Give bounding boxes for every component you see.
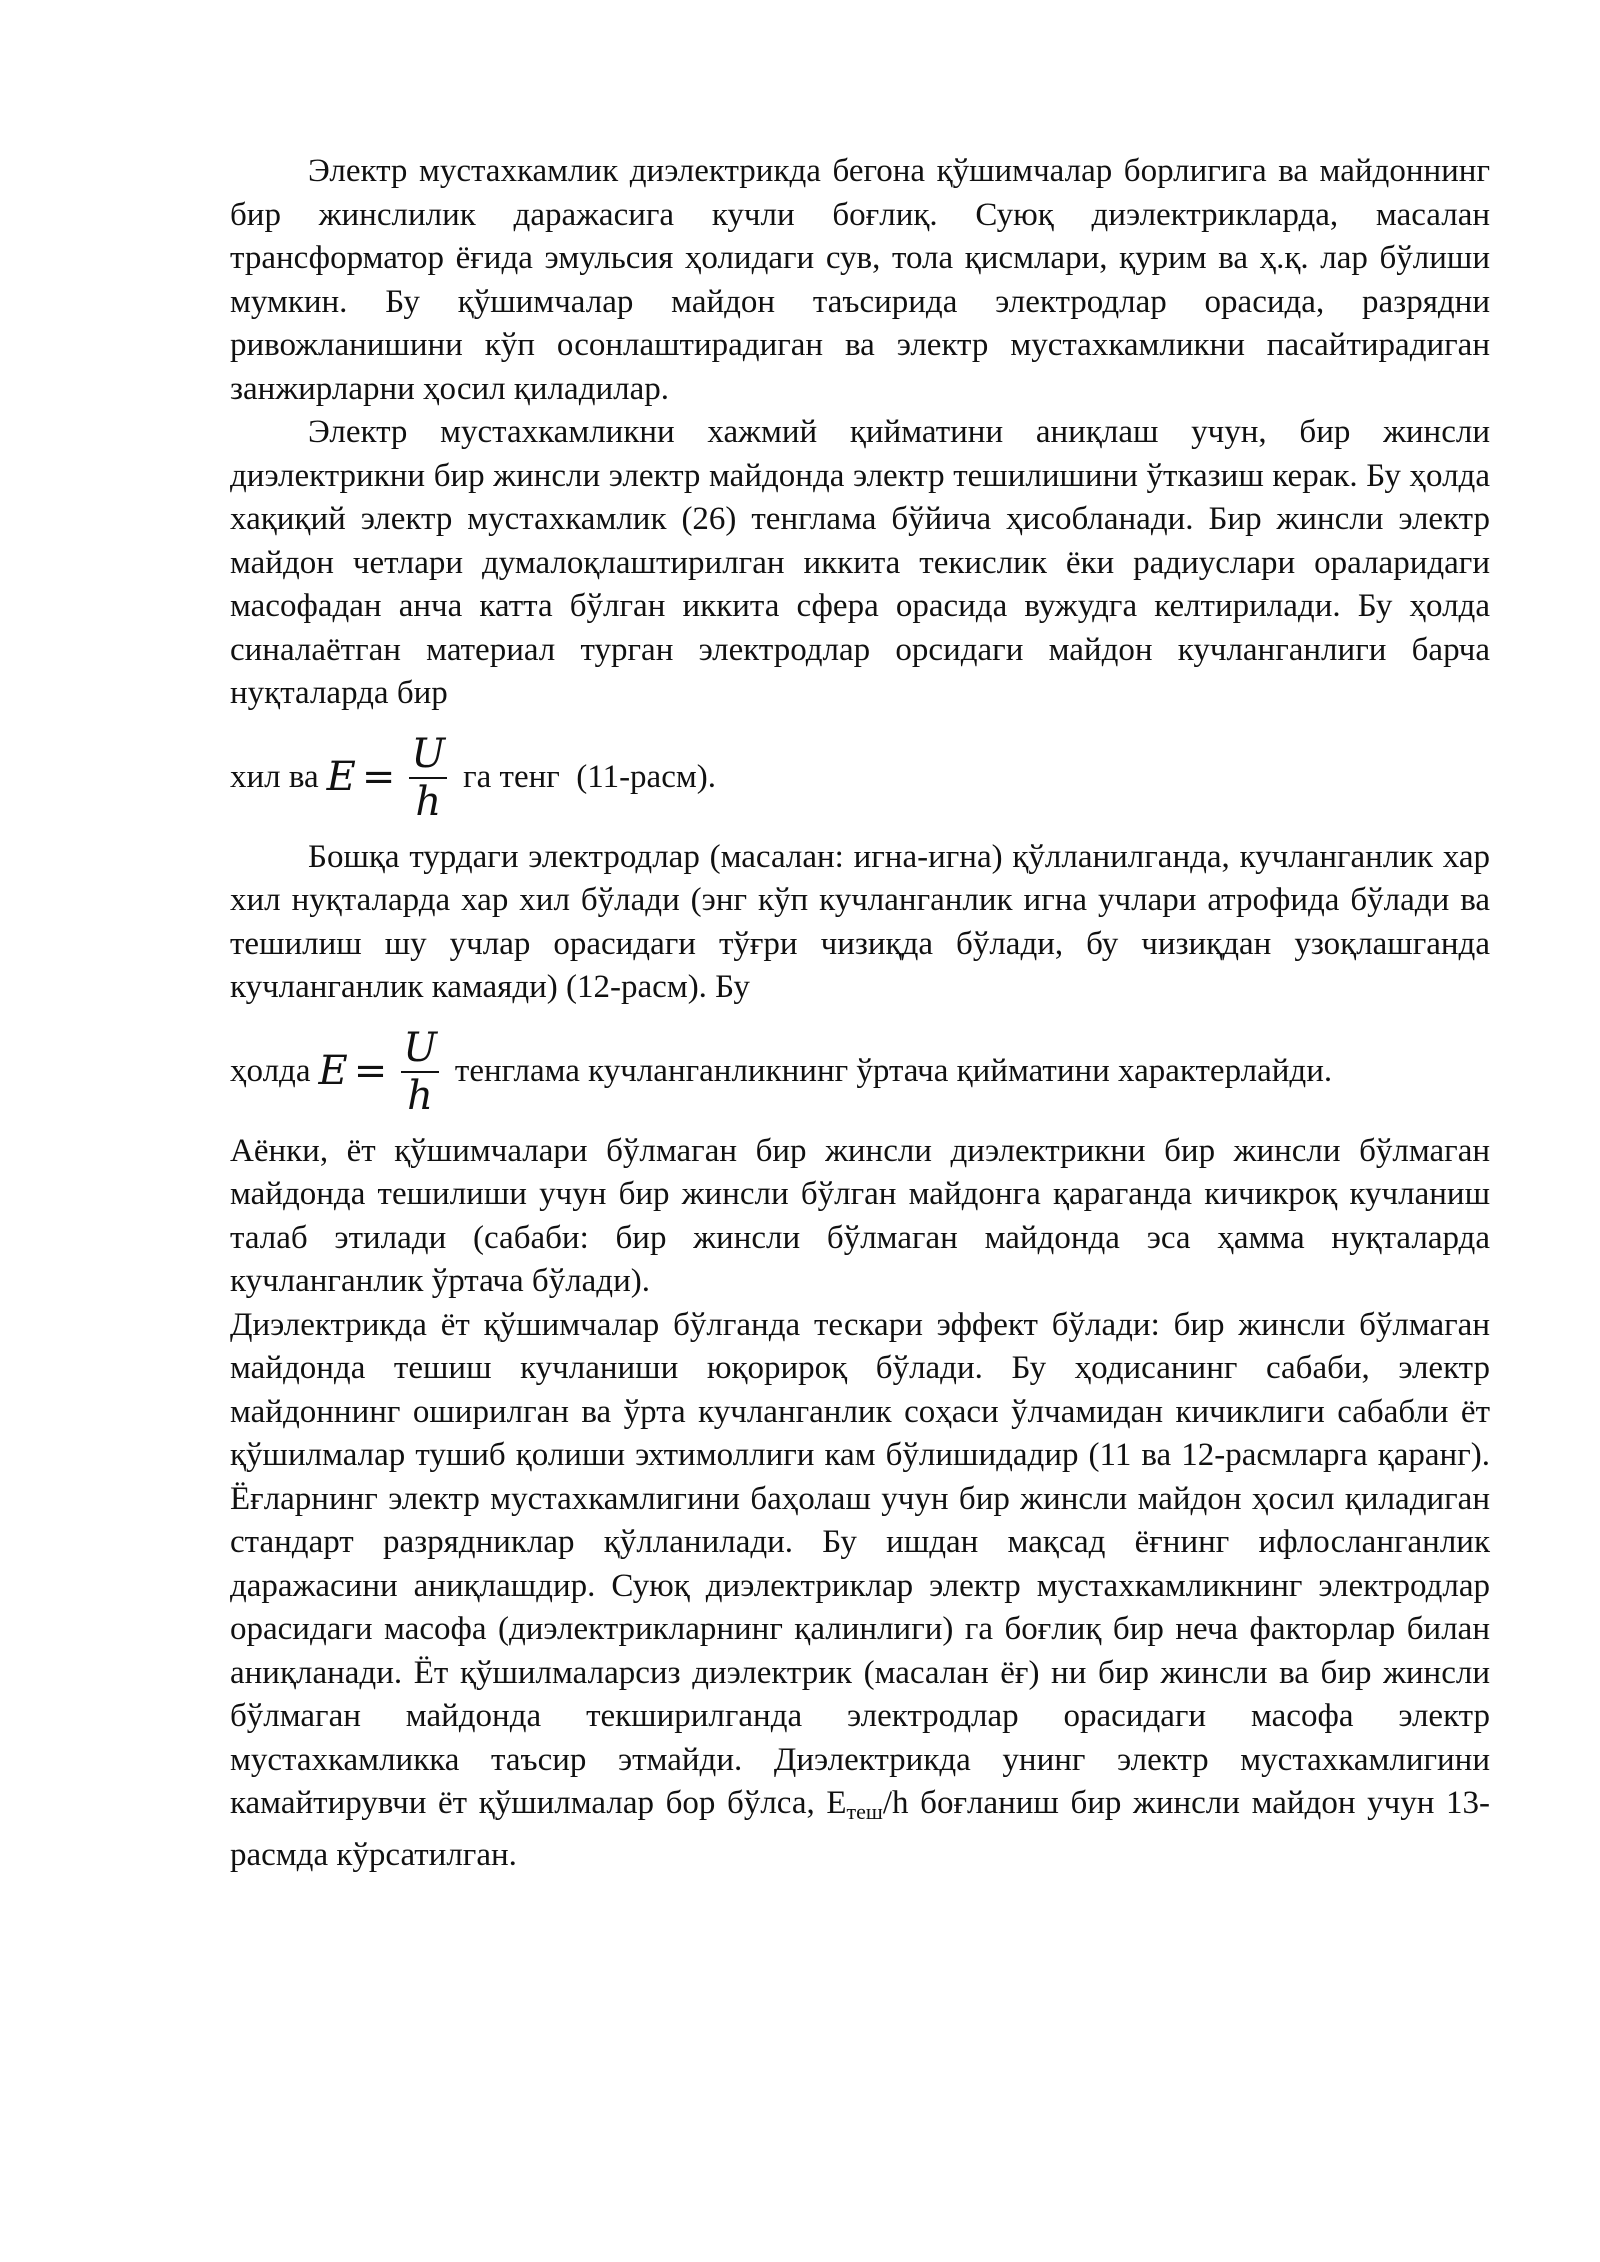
paragraph-5-main: Диэлектрикда ёт қўшимчалар бўлганда тескари эффект бўлади: бир жинсли бўлмаган майдонда тешиш кучланиши юқорироқ бўлади. Бу ҳодисанинг сабаби, электр майдоннинг оширилган ва ўрта кучланганлик соҳаси ўлчамидан кичиклиги сабабли ёт қўшилмалар тушиб қолиши эхтимоллиги кам бўлишидадир (11 ва 12-расмларга қаранг). Ёғларнинг электр мустахкамлигини баҳолаш учун бир жинсли майдон ҳосил қиладиган стандарт разрядниклар қўлланилади. Бу ишдан мақсад ёғнинг ифлосланганлик даражасини аниқлашдир. Суюқ диэлектриклар электр мустахкамликнинг электродлар орасидаги масофа (диэлектрикларнинг қалинлиги) га боғлиқ бир неча факторлар билан аниқланади. Ёт қўшилмаларсиз диэлектрик (масалан ёғ) ни бир жинсли ва бир жинсли бўлмаган майдонда текширилганда электродлар орасидаги масофа электр мустахкамликка таъсир этмайди. Диэлектрикда унинг электр мустахкамлигини камайтирувчи ёт қўшилмалар бор бўлса, E (230, 1306, 1490, 1821)
fraction (397, 1025, 443, 1119)
paragraph-1: Электр мустахкамлик диэлектрикда бегона қўшимчалар борлигига ва майдоннинг бир жинслилик даражасига кучли боғлиқ. Суюқ диэлектрикларда, масалан трансформатор ёғида эмульсия ҳолидаги сув, тола қисмлари, қурим ва ҳ.қ. лар бўлиши мумкин. Бу қўшимчалар майдон таъсирида электродлар орасида, разрядни ривожланишини кўп осонлаштирадиган ва электр мустахкамликни пасайтирадиган занжирларни ҳосил қиладилар. (230, 153, 1490, 407)
fraction-numerator: U (403, 1024, 437, 1071)
equation-op: = (361, 753, 396, 800)
paragraph-5-end: /h боғланиш бир жинсли майдон учун 13-расмда кўрсатилган. (230, 1785, 1490, 1873)
fraction-denominator: h (401, 1071, 439, 1119)
fraction-denominator: h (409, 777, 447, 825)
equation-line-2 (230, 1020, 1490, 1124)
equation-var: E (318, 1047, 348, 1094)
fraction (405, 731, 451, 825)
equation-line-1 (230, 726, 1490, 830)
equation-2-suffix: тенглама кучланганликнинг ўртача қийматини характерлайди. (454, 1052, 1333, 1089)
equation-e-equals-u-over-h (327, 731, 451, 825)
subscript-tesh: теш (846, 1799, 883, 1824)
paragraph-5 (230, 1304, 1490, 1878)
equation-var: E (326, 753, 356, 800)
paragraph-2: Электр мустахкамликни хажмий қийматини аниқлаш учун, бир жинсли диэлектрикни бир жинсли электр майдонда электр тешилишини ўтказиш керак. Бу ҳолда хақиқий электр мустахкамлик (26) тенглама бўйича ҳисобланади. Бир жинсли электр майдон четлари думалоқлаштирилган иккита текислик ёки радиуслари ораларидаги масофадан анча катта бўлган иккита сфера орасида вужудга келтирилади. Бу ҳолда синалаётган материал турган электродлар орсидаги майдон кучланганлиги барча нуқталарда бир (230, 414, 1490, 711)
fraction-numerator: U (411, 730, 446, 777)
equation-1-prefix: хил ва (230, 758, 319, 795)
equation-op: = (353, 1047, 388, 1094)
equation-2-prefix: ҳолда (230, 1052, 311, 1089)
paragraph-3: Бошқа турдаги электродлар (масалан: игна-игна) қўлланилганда, кучланганлик хар хил нуқталарда хар хил бўлади (энг кўп кучланганлик игна учлари атрофида бўлади ва тешилиш шу учлар орасидаги тўғри чизиқда бўлади, бу чизиқдан узоқлашганда кучланганлик камаяди) (12-расм). Бу (230, 838, 1490, 1005)
equation-e-equals-u-over-h (318, 1025, 442, 1119)
paragraph-4: Аёнки, ёт қўшимчалари бўлмаган бир жинсли диэлектрикни бир жинсли бўлмаган майдонда тешилиши учун бир жинсли бўлган майдонга қараганда кичикроқ кучланиш талаб этилади (сабаби: бир жинсли бўлмаган майдонда эса ҳамма нуқталарда кучланганлик ўртача бўлади). (230, 1132, 1490, 1299)
document-page (230, 150, 1490, 1877)
equation-1-suffix: га тенг (11-расм). (463, 758, 716, 795)
